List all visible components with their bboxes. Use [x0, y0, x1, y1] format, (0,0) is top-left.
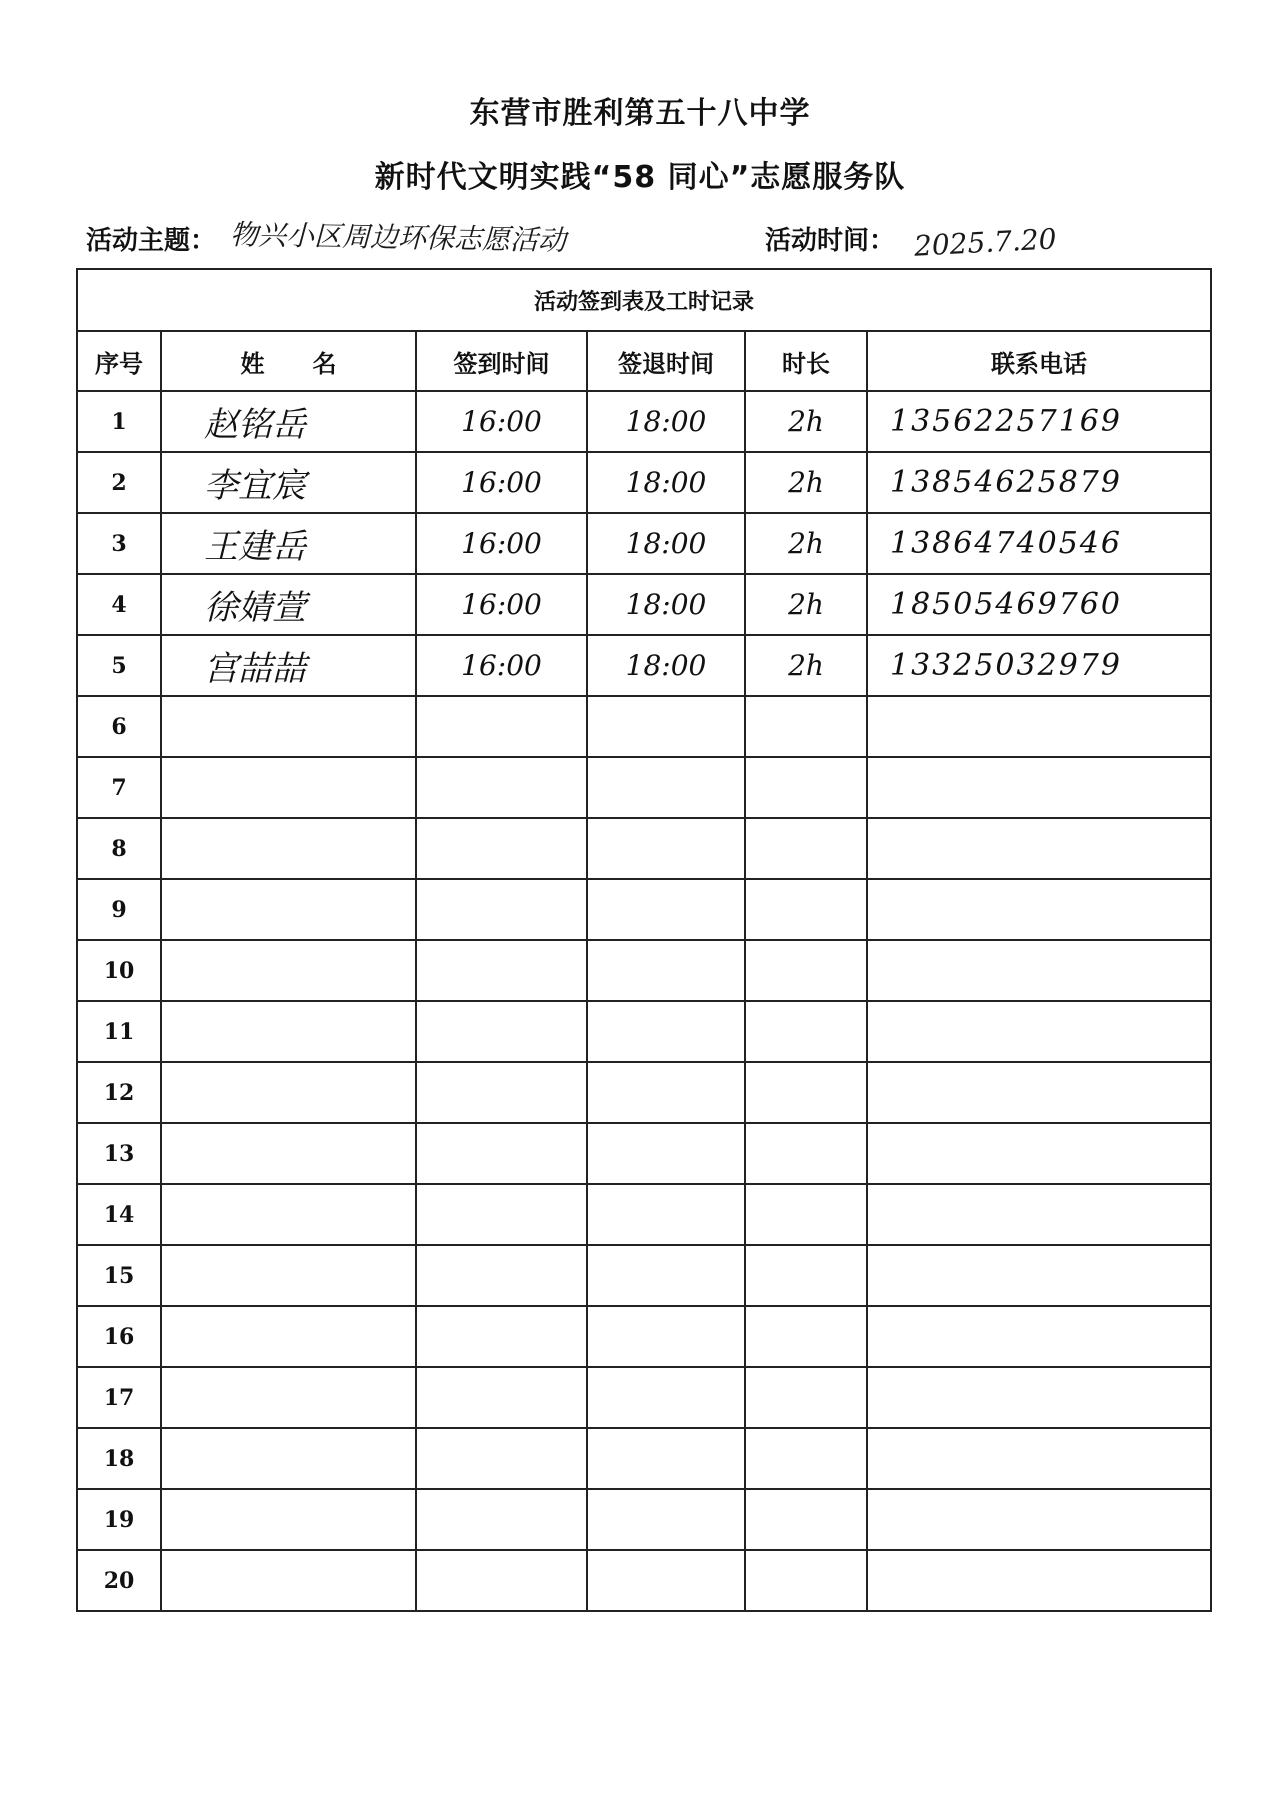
row-sign-in-time [416, 940, 587, 1001]
row-phone [867, 1184, 1211, 1245]
column-header-index: 序号 [77, 331, 161, 391]
row-sign-in-time [416, 1306, 587, 1367]
row-phone: 13562257169 [867, 391, 1211, 452]
row-duration [745, 1489, 867, 1550]
row-sign-in-time [416, 1123, 587, 1184]
table-row [77, 513, 1211, 574]
row-sign-out-time: 18:00 [587, 452, 745, 513]
row-name: 宫喆喆 [161, 635, 416, 696]
row-sign-in-time [416, 1428, 587, 1489]
row-index: 9 [77, 879, 161, 940]
row-sign-in-time [416, 1062, 587, 1123]
row-sign-out-time [587, 879, 745, 940]
row-index: 12 [77, 1062, 161, 1123]
row-phone [867, 1367, 1211, 1428]
row-sign-in-time: 16:00 [416, 452, 587, 513]
row-duration [745, 757, 867, 818]
row-phone [867, 1123, 1211, 1184]
row-duration: 2h [745, 452, 867, 513]
row-duration: 2h [745, 635, 867, 696]
row-duration [745, 1367, 867, 1428]
row-duration [745, 1306, 867, 1367]
row-sign-in-time: 16:00 [416, 635, 587, 696]
row-phone [867, 1245, 1211, 1306]
row-phone [867, 696, 1211, 757]
row-name: 李宜宸 [161, 452, 416, 513]
row-name [161, 1489, 416, 1550]
row-name [161, 1062, 416, 1123]
row-index: 16 [77, 1306, 161, 1367]
row-sign-in-time [416, 1184, 587, 1245]
table-row [77, 574, 1211, 635]
column-header-name: 姓 名 [161, 331, 416, 391]
table-row [77, 1489, 1211, 1550]
table-row [77, 1123, 1211, 1184]
row-phone [867, 1001, 1211, 1062]
table-row [77, 1001, 1211, 1062]
row-name [161, 696, 416, 757]
row-sign-in-time: 16:00 [416, 574, 587, 635]
row-name [161, 1367, 416, 1428]
row-index: 13 [77, 1123, 161, 1184]
row-duration [745, 1428, 867, 1489]
row-duration [745, 1550, 867, 1611]
row-sign-out-time [587, 1062, 745, 1123]
row-sign-out-time [587, 818, 745, 879]
row-index: 3 [77, 513, 161, 574]
row-sign-in-time [416, 1001, 587, 1062]
row-phone [867, 818, 1211, 879]
table-row [77, 1550, 1211, 1611]
table-row [77, 1367, 1211, 1428]
row-duration [745, 1123, 867, 1184]
row-duration [745, 879, 867, 940]
row-index: 14 [77, 1184, 161, 1245]
row-sign-out-time [587, 1123, 745, 1184]
row-index: 4 [77, 574, 161, 635]
row-sign-out-time [587, 696, 745, 757]
row-duration: 2h [745, 513, 867, 574]
time-label: 活动时间： [765, 226, 896, 256]
row-name [161, 1550, 416, 1611]
row-sign-out-time [587, 940, 745, 1001]
row-phone: 13325032979 [867, 635, 1211, 696]
table-row [77, 696, 1211, 757]
row-sign-in-time [416, 1245, 587, 1306]
row-phone [867, 1550, 1211, 1611]
row-phone [867, 940, 1211, 1001]
row-index: 8 [77, 818, 161, 879]
row-index: 1 [77, 391, 161, 452]
row-index: 7 [77, 757, 161, 818]
row-name [161, 1184, 416, 1245]
row-index: 18 [77, 1428, 161, 1489]
row-phone [867, 1428, 1211, 1489]
row-phone [867, 1306, 1211, 1367]
column-header-duration: 时长 [745, 331, 867, 391]
row-duration [745, 696, 867, 757]
row-sign-out-time [587, 1367, 745, 1428]
row-name: 王建岳 [161, 513, 416, 574]
row-sign-out-time [587, 757, 745, 818]
time-value: 2025.7.20 [913, 222, 1058, 263]
row-name [161, 879, 416, 940]
row-phone [867, 757, 1211, 818]
column-header-sign-out: 签退时间 [587, 331, 745, 391]
row-index: 15 [77, 1245, 161, 1306]
row-sign-out-time [587, 1001, 745, 1062]
row-sign-out-time: 18:00 [587, 391, 745, 452]
row-sign-out-time [587, 1184, 745, 1245]
table-row [77, 940, 1211, 1001]
row-phone [867, 1062, 1211, 1123]
row-name [161, 1428, 416, 1489]
table-row [77, 452, 1211, 513]
table-row [77, 1428, 1211, 1489]
row-index: 11 [77, 1001, 161, 1062]
row-sign-out-time [587, 1489, 745, 1550]
school-title: 东营市胜利第五十八中学 [469, 96, 811, 131]
row-sign-out-time [587, 1306, 745, 1367]
row-name [161, 1123, 416, 1184]
table-row [77, 1245, 1211, 1306]
row-duration [745, 1062, 867, 1123]
row-index: 5 [77, 635, 161, 696]
row-index: 20 [77, 1550, 161, 1611]
row-phone [867, 879, 1211, 940]
row-sign-out-time [587, 1245, 745, 1306]
row-sign-in-time: 16:00 [416, 513, 587, 574]
column-header-sign-in: 签到时间 [416, 331, 587, 391]
table-row [77, 391, 1211, 452]
row-name: 赵铭岳 [161, 391, 416, 452]
table-row [77, 1184, 1211, 1245]
table-row [77, 1306, 1211, 1367]
row-sign-in-time [416, 1367, 587, 1428]
row-sign-out-time [587, 1428, 745, 1489]
table-row [77, 1062, 1211, 1123]
row-sign-out-time: 18:00 [587, 513, 745, 574]
table-row [77, 635, 1211, 696]
row-duration: 2h [745, 391, 867, 452]
row-duration [745, 1245, 867, 1306]
row-sign-in-time: 16:00 [416, 391, 587, 452]
row-index: 17 [77, 1367, 161, 1428]
row-duration [745, 818, 867, 879]
row-sign-in-time [416, 879, 587, 940]
row-index: 2 [77, 452, 161, 513]
row-name [161, 1001, 416, 1062]
theme-value: 物兴小区周边环保志愿活动 [229, 218, 567, 257]
row-name: 徐婧萱 [161, 574, 416, 635]
row-name [161, 1306, 416, 1367]
row-phone: 13864740546 [867, 513, 1211, 574]
row-sign-in-time [416, 757, 587, 818]
column-header-phone: 联系电话 [867, 331, 1211, 391]
row-sign-in-time [416, 1489, 587, 1550]
row-index: 19 [77, 1489, 161, 1550]
sign-in-table [76, 268, 1212, 1612]
row-sign-in-time [416, 696, 587, 757]
row-duration [745, 1001, 867, 1062]
row-index: 6 [77, 696, 161, 757]
row-sign-out-time: 18:00 [587, 574, 745, 635]
row-duration: 2h [745, 574, 867, 635]
table-row [77, 757, 1211, 818]
row-name [161, 940, 416, 1001]
row-sign-out-time: 18:00 [587, 635, 745, 696]
row-name [161, 818, 416, 879]
row-phone: 13854625879 [867, 452, 1211, 513]
row-name [161, 1245, 416, 1306]
table-row [77, 879, 1211, 940]
theme-label: 活动主题： [86, 226, 217, 256]
row-duration [745, 940, 867, 1001]
row-phone: 18505469760 [867, 574, 1211, 635]
row-phone [867, 1489, 1211, 1550]
row-index: 10 [77, 940, 161, 1001]
table-caption: 活动签到表及工时记录 [77, 269, 1211, 331]
table-row [77, 818, 1211, 879]
row-sign-in-time [416, 818, 587, 879]
row-sign-out-time [587, 1550, 745, 1611]
row-duration [745, 1184, 867, 1245]
row-sign-in-time [416, 1550, 587, 1611]
row-name [161, 757, 416, 818]
team-title: 新时代文明实践“58 同心”志愿服务队 [374, 160, 906, 195]
